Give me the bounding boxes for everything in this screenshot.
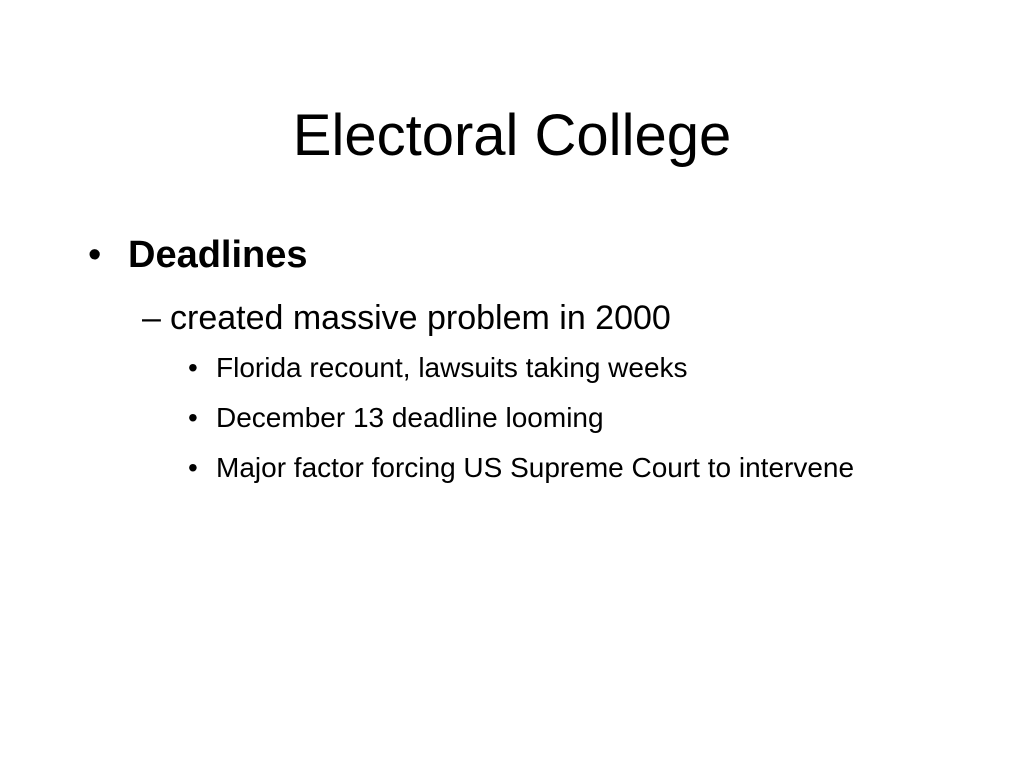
bullet-text: December 13 deadline looming [216,402,604,433]
bullet-marker: • [188,352,198,383]
bullet-text: created massive problem in 2000 [170,299,671,337]
bullet-marker: • [188,402,198,433]
bullet-text: Florida recount, lawsuits taking weeks [216,352,688,383]
bullet-level1 [88,230,308,280]
bullet-level3 [188,348,868,388]
bullet-level3 [188,448,868,488]
bullet-marker: • [188,452,198,483]
bullet-text: Major factor forcing US Supreme Court to intervene [216,452,855,483]
bullet-text: Deadlines [128,234,308,276]
slide-title: Electoral College [292,103,732,168]
bullet-level3 [188,398,868,438]
bullet-level2 [142,296,671,340]
dash-marker: – [142,299,161,337]
bullet-marker: • [88,234,102,276]
